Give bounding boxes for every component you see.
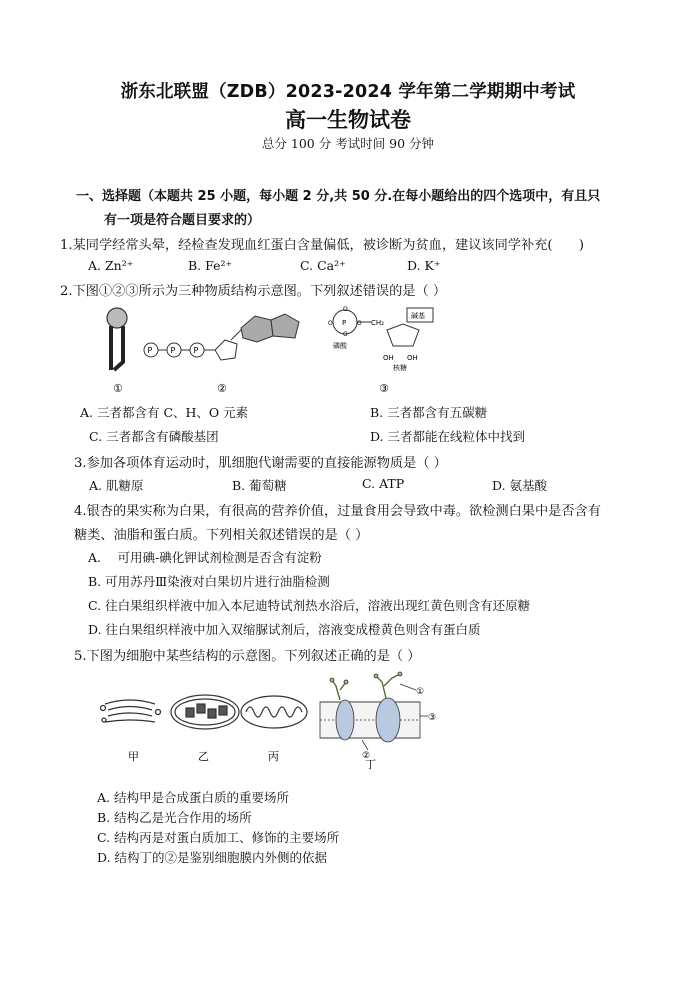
question-2-figure [95, 300, 575, 400]
question-1-option-c: C. Ca²⁺ [300, 258, 346, 273]
svg-text:O: O [343, 331, 348, 338]
figure-label-ding: 丁 [365, 758, 376, 771]
question-3-stem: 3.参加各项体育运动时，肌细胞代谢需要的直接能源物质是（ ） [74, 456, 447, 471]
svg-text:O: O [328, 320, 333, 327]
cell-membrane-diagram [320, 672, 428, 750]
question-4-option-d: D. 往白果组织样液中加入双缩脲试剂后，溶液变成橙黄色则含有蛋白质 [88, 622, 481, 637]
question-3-option-c: C. ATP [362, 476, 405, 491]
figure-label-yi: 乙 [198, 750, 209, 763]
svg-text:P: P [147, 346, 153, 355]
question-4-option-a: A. 可用碘-碘化钾试剂检测是否含有淀粉 [88, 550, 322, 565]
figure-label-bing: 丙 [268, 750, 279, 763]
svg-text:OH: OH [383, 354, 394, 362]
question-1-option-b: B. Fe²⁺ [188, 258, 233, 273]
question-5-option-a: A. 结构甲是合成蛋白质的重要场所 [97, 790, 289, 805]
question-4-stem-line2: 糖类、油脂和蛋白质。下列相关叙述错误的是（ ） [74, 528, 369, 543]
molecule-2-diagram [144, 314, 299, 360]
question-5-option-b: B. 结构乙是光合作用的场所 [97, 810, 252, 825]
question-3-option-d: D. 氨基酸 [492, 478, 548, 493]
chloroplast-diagram [171, 695, 239, 729]
svg-text:碱基: 碱基 [411, 312, 425, 320]
section-heading-line2: 有一项是符合题目要求的） [104, 213, 261, 228]
question-4-option-b: B. 可用苏丹Ⅲ染液对白果切片进行油脂检测 [88, 574, 330, 589]
exam-subject-title: 高一生物试卷 [285, 108, 411, 132]
figure-label-2: ② [217, 382, 227, 395]
question-1-option-d: D. K⁺ [407, 258, 441, 273]
question-2-option-b: B. 三者都含有五碳糖 [370, 405, 488, 420]
golgi-diagram [101, 700, 161, 722]
svg-text:核糖: 核糖 [393, 364, 407, 372]
question-5-figure [100, 668, 440, 773]
question-3-option-a: A. 肌糖原 [89, 478, 144, 493]
question-4-option-c: C. 往白果组织样液中加入本尼迪特试剂热水浴后，溶液出现红黄色则含有还原糖 [88, 598, 531, 613]
question-5-option-d: D. 结构丁的②是鉴别细胞膜内外侧的依据 [97, 850, 328, 865]
svg-text:P: P [342, 319, 347, 327]
exam-info: 总分 100 分 考试时间 90 分钟 [261, 136, 435, 151]
figure-label-jia: 甲 [128, 750, 139, 763]
svg-text:P: P [170, 346, 176, 355]
question-3-option-b: B. 葡萄糖 [232, 478, 287, 493]
svg-text:O: O [357, 320, 362, 327]
membrane-mark-1: ① [416, 687, 425, 697]
svg-text:O: O [343, 306, 348, 313]
question-1-stem: 1.某同学经常头晕，经检查发现血红蛋白含量偏低，被诊断为贫血，建议该同学补充( ) [60, 238, 584, 253]
exam-title: 浙东北联盟（ZDB）2023-2024 学年第二学期期中考试 [120, 82, 576, 102]
membrane-mark-3: ③ [428, 713, 437, 723]
question-1-option-a: A. Zn²⁺ [88, 258, 134, 273]
figure-label-3: ③ [379, 382, 389, 395]
svg-text:P: P [193, 346, 199, 355]
question-2-option-d: D. 三者都能在线粒体中找到 [370, 429, 526, 444]
question-2-option-c: C. 三者都含有磷酸基团 [89, 429, 219, 444]
question-2-stem: 2.下图①②③所示为三种物质结构示意图。下列叙述错误的是（ ） [60, 284, 447, 299]
figure-label-1: ① [113, 382, 123, 395]
svg-text:OH: OH [407, 354, 418, 362]
molecule-3-diagram [328, 306, 433, 372]
question-5-option-c: C. 结构丙是对蛋白质加工、修饰的主要场所 [97, 830, 340, 845]
question-5-stem: 5.下图为细胞中某些结构的示意图。下列叙述正确的是（ ） [74, 649, 421, 664]
section-heading-line1: 一、选择题（本题共 25 小题，每小题 2 分,共 50 分.在每小题给出的四个选项中，有且只 [76, 189, 601, 204]
membrane-mark-2: ② [362, 751, 371, 761]
svg-text:CH₂: CH₂ [371, 319, 384, 327]
question-2-option-a: A. 三者都含有 C、H、O 元素 [80, 405, 249, 420]
molecule-1-diagram [107, 308, 127, 370]
mitochondrion-diagram [241, 696, 307, 728]
svg-text:磷酸: 磷酸 [333, 342, 347, 350]
question-4-stem-line1: 4.银杏的果实称为白果，有很高的营养价值，过量食用会导致中毒。欲检测白果中是否含有 [74, 504, 601, 519]
